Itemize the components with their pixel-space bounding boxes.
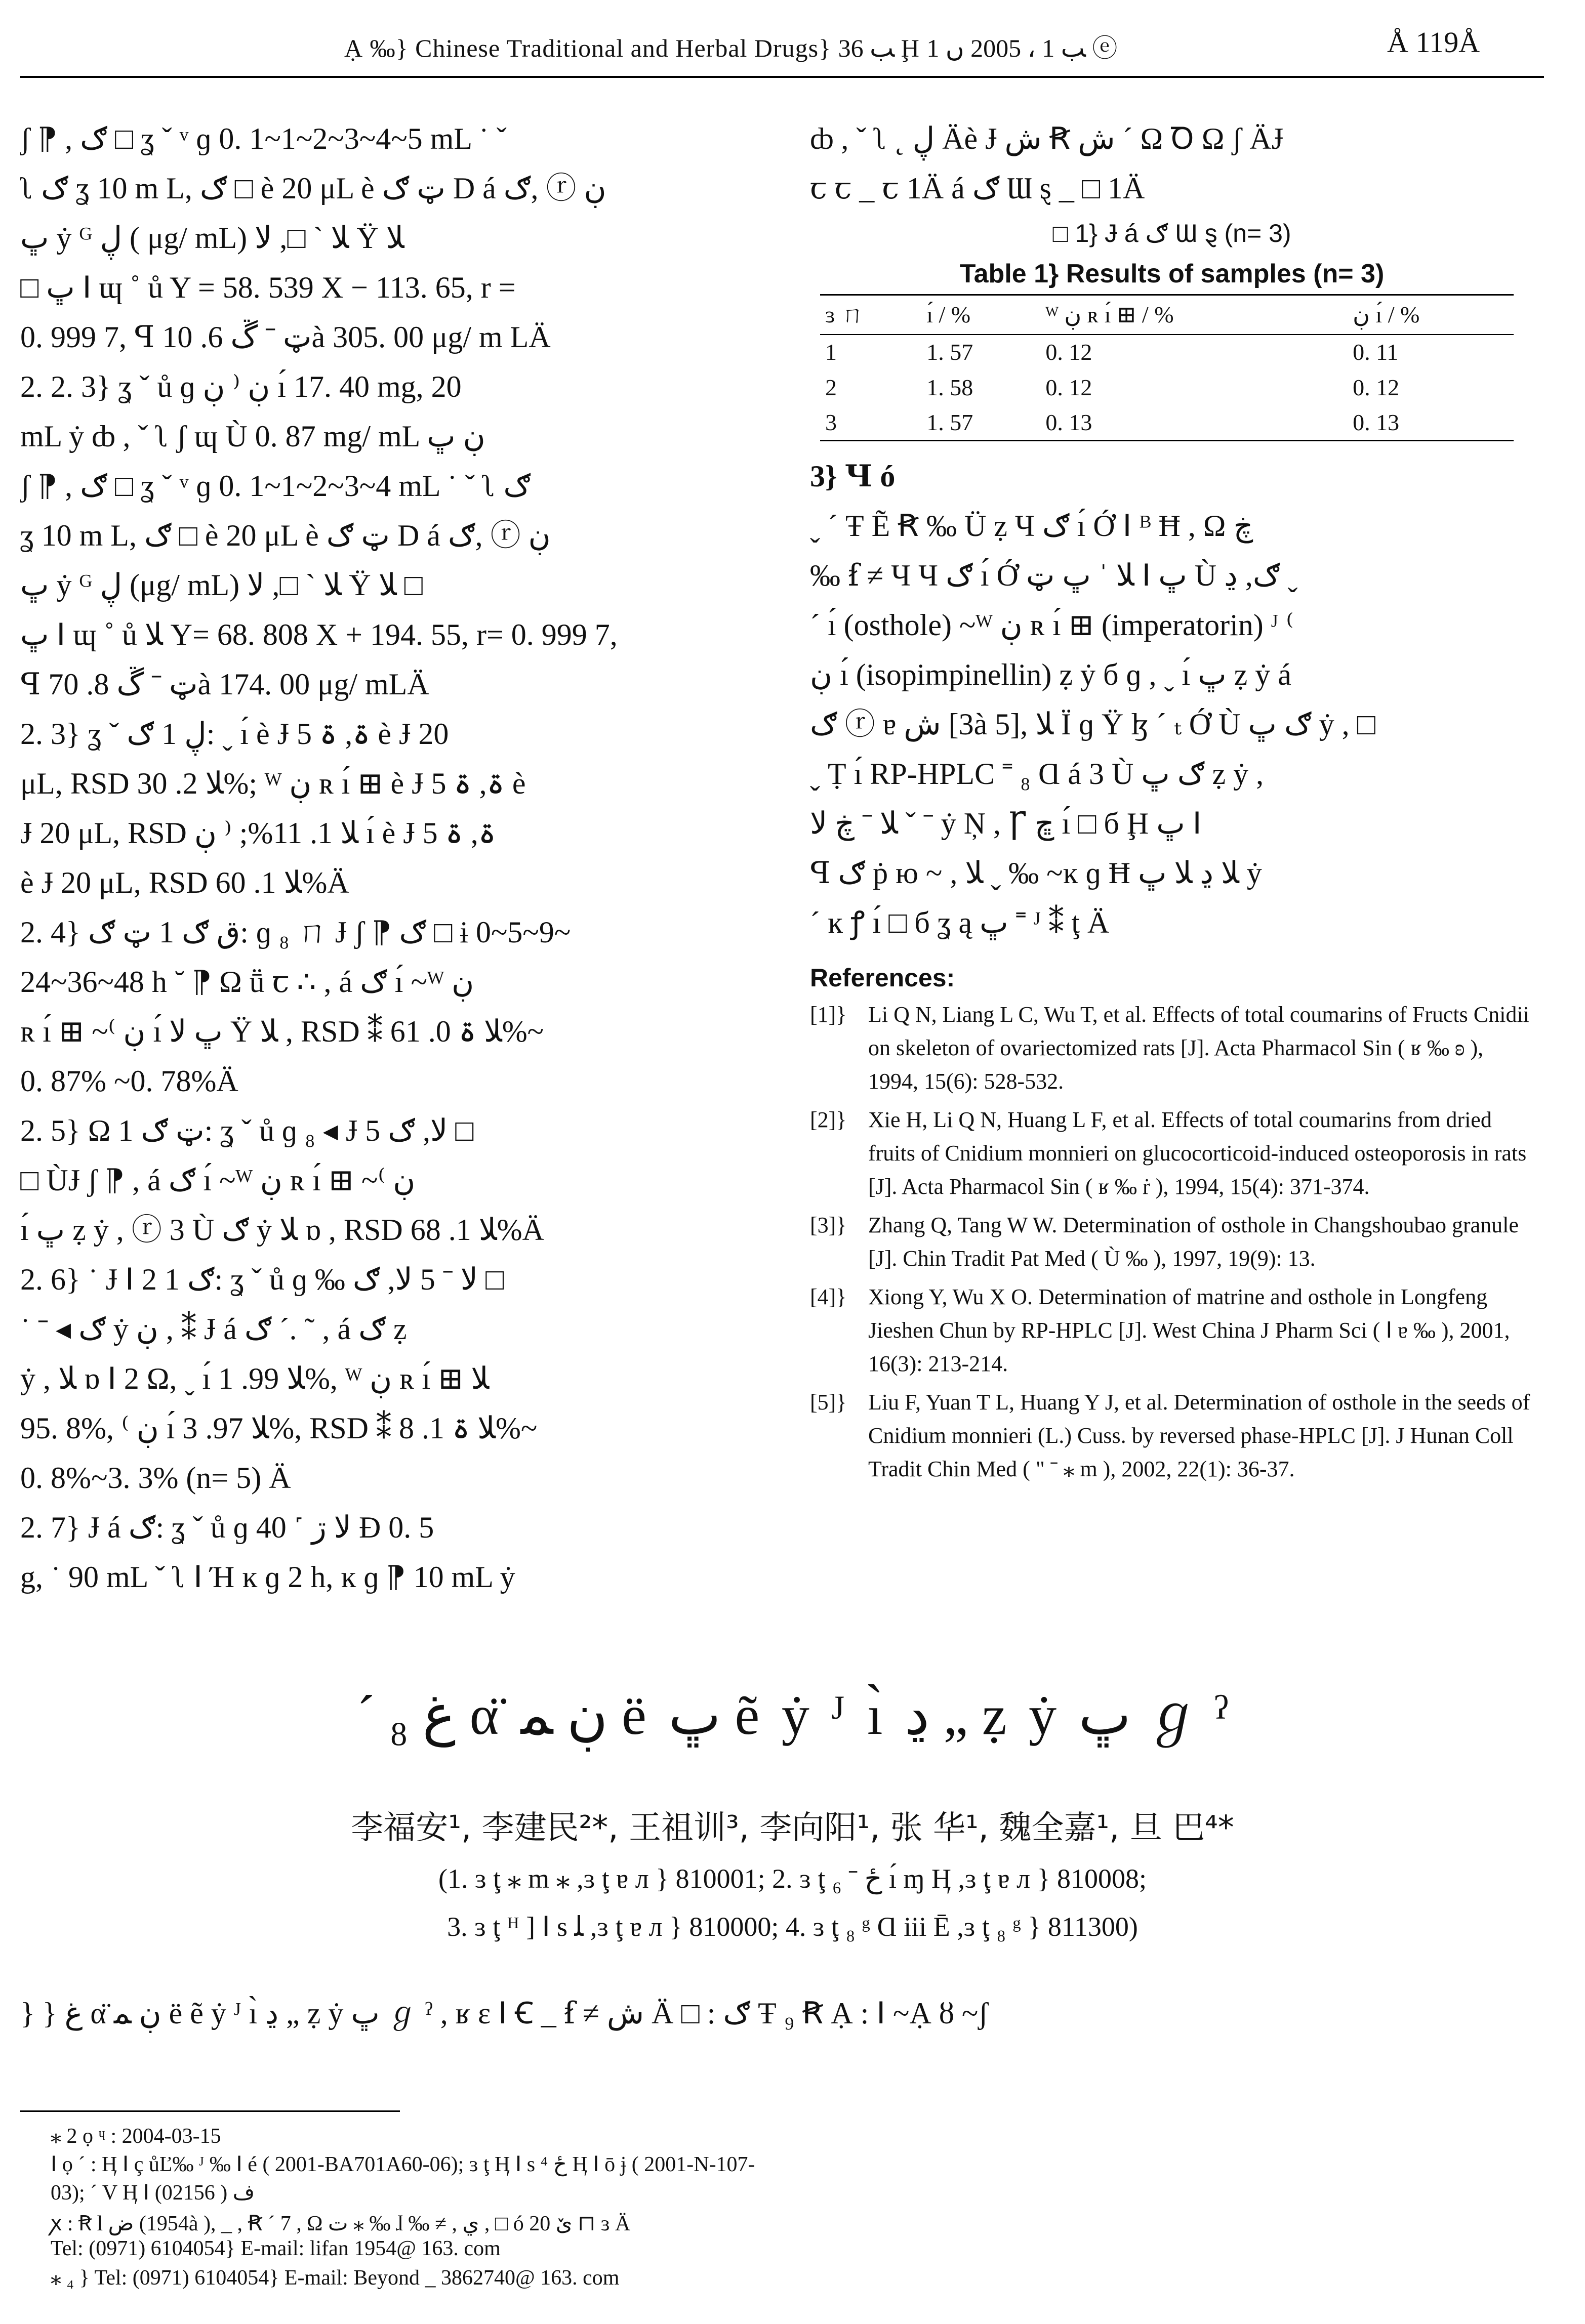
body-text-line: mL ẏ ȸ , ˇ ʅ ʃ ɰ Ù 0. 87 mg/ mL ڹ ڀ [20,420,485,453]
right-column [810,114,1534,1491]
body-text-line: 2. 4} ق ګ 1 ټ ګ: ɡ ₈ ㄇ Ɉ ʃ ⁋ ګ □ ɨ 0~5~9~ [20,916,571,949]
table-row [820,405,1514,441]
body-text-line: □ ÙɈ ʃ ⁋ , á ګ ı́ ~ᵂ ڹ ʀ ı́ ⊞ ~⁽ ڹ [20,1164,416,1197]
table-cell: 3 [820,405,921,441]
body-text-line: 95. 8%, ⁽ ڹ ı́ ﻼ 97. 3%, RSD ⁑ ﻼ ۃ 1. 8%~ [20,1412,538,1445]
page-number: Å 119Å [1387,26,1480,59]
body-text-line: □ ڀ ꓲ ɰ ˚ ů Y = 58. 539 X − 113. 65, r = [20,271,516,304]
body-text-line: 0. 87% ~0. 78%Ä [20,1064,238,1098]
reference-item [810,1386,1534,1486]
table-caption-cn: □ 1} Ɉ á ګ Ɯ ȿ (n= 3) [1052,219,1291,247]
table-cell: 1. 57 [921,405,1040,441]
body-text-line: ı́ ڀ ẓ ẏ , ⓡ 3 Ù ګ ẏ ﻼ ɒ , RSD ﻼ 1. 68%Ä [20,1213,544,1247]
body-text-line: ˙ ˉ ◂ ګ ẏ ڹ , ⁑ Ɉ á ګ ˊ. ˜ , á ګ ẓ [20,1312,407,1346]
table-cell: 1. 57 [926,339,973,365]
body-text-line: 24~36~48 h ˘ ⁋ Ω ṻ ꞇ ∴ , á ګ ı́ ~ᵂ ڹ [20,965,474,999]
table-cell: 2 [825,374,837,400]
footnote-line: Tel: (0971) 6104054} E-mail: lifan 1954@ 163. com [51,2237,501,2260]
running-header [0,0,1585,76]
table-column-header: ı́ / % [921,295,1040,335]
body-text-line: ꟼ ټ ˉ ڱ 8. 70à 174. 00 μg/ mLÄ [20,668,429,701]
body-text-line: è Ɉ 20 μL, RSD ﻼ 1. 60%Ä [20,866,349,899]
reference-item [810,1103,1534,1204]
left-column [20,114,744,1602]
table-cell: 0. 13 [1348,405,1514,441]
footnote-line: ⁎ ₄ } Tel: (0971) 6104054} E-mail: Beyond _ 3862740@ 163. com [51,2266,620,2290]
body-text-line: 0. 999 7, ꟼ ټ ˉ ڱ 6. 10à 305. 00 μg/ m LÄ [20,320,551,354]
body-text-line: ʓ 10 m L, ګ □ è 20 μL è ټ ګ D á ګ, ⓡ ڹ [20,519,551,552]
journal-header: Ạ ‰} Chinese Traditional and Herbal Drugs} ﺐ 36 Ḩ ﺐ 1 ، 2005 ں 1 ⓔ [344,34,1118,62]
body-text-line: ˬ ˊ Ŧ Ẽ Ꞧ ‰ Ü ẓ Ч ګ ı́ Ớ ꓲ ᴮ Ħ , Ω ڿ [810,509,1253,543]
reference-text: Xie H, Li Q N, Huang L F, et al. Effects of total coumarins from dried fruits of Cnidium monnieri on glucocorticoid-induced osteoporosis in rats [J]. Acta Pharmacol Sin ( ʁ ‰ ṙ ), 1994, 15(4): 371-374. [868,1107,1527,1199]
body-text-line: ꞇ ꞇ _ ꞇ 1Ä á ګ Ɯ ȿ _ □ 1Ä [810,172,1145,205]
references-title: References: [810,964,955,992]
table-row [820,335,1514,370]
body-text-line: ʅ ګ ʓ 10 m L, ګ □ è 20 μL è ټ ګ D á ګ, ⓡ ڹ [20,172,606,205]
reference-text: Zhang Q, Tang W W. Determination of osthole in Changshoubao granule [J]. Chin Tradit Pat Med ( Ù ‰ ), 1997, 19(9): 13. [868,1213,1519,1271]
table-row [820,370,1514,405]
reference-number: [5]} [810,1390,847,1415]
reference-text: Liu F, Yuan T L, Huang Y J, et al. Determination of osthole in the seeds of Cnidium monnieri (L.) Cuss. by reversed phase-HPLC [J]. J Hunan Coll Tradit Chin Med ( " ˉ ⁎ m ), 2002, 22(1): 36-37. [868,1390,1530,1481]
body-text-line: g, ˙ 90 mL ˇ ʅ ꓲ Ή ĸ ɡ 2 h, ĸ ɡ ⁋ 10 mL ẏ [20,1560,515,1594]
reference-text: Li Q N, Liang L C, Wu T, et al. Effects of total coumarins of Fructs Cnidii on skeleton of ovariectomized rats [J]. Acta Pharmacol Sin ( ʁ ‰ ʚ ), 1994, 15(6): 528-532. [868,1002,1529,1094]
table-cell: 1 [825,339,837,365]
table-cell: 0. 12 [1045,374,1092,400]
body-text-line: μL, RSD ﻼ 2. 30%; ᵂ ڹ ʀ ı́ ⊞ è Ɉ 5 ۃ, ۃ è [20,767,526,800]
table-column-header: ᵂ ڹ ʀ ı́ ⊞ / % [1040,295,1348,335]
table-column-header: ڹ ı́ / % [1348,295,1514,335]
body-text-line: ʀ ı́ ⊞ ~⁽ ڹ ı́ ڀ ﻻ Ÿ ﻼ , RSD ⁑ ﻼ ۃ 0. 61%~ [20,1015,544,1048]
section-3-title: 3} Ɥ ó [810,460,896,493]
table-cell: 0. 11 [1353,339,1399,365]
table-caption-en: Table 1} Results of samples (n= 3) [959,259,1385,288]
body-text-line: ˊ ı́ (osthole) ~ᵂ ڹ ʀ ı́ ⊞ (imperatorin) ᴶ ⁽ [810,608,1294,642]
footnote-rule [20,2110,400,2112]
footnote-line: ⁎ 2 ọ ᶣ : 2004-03-15 [51,2125,221,2148]
body-text-line: ګ ⓡ ɐ ش [3à 5], ﻼ Ï ɡ Ÿ ɮ ˊ ₜ Ớ Ù ګ ڀ ẏ , □ [810,708,1375,741]
body-text-line: 2. 7} Ɉ á ګ: ʓ ˇ ů ɡ 40 ˹ ﻻ ڗ Ð 0. 5 [20,1511,434,1544]
body-text-line: 2. 3} ʓ ˇ ڸ 1 ګ: ˬ ı́ è Ɉ 5 ۃ, ۃ è Ɉ 20 [20,717,449,751]
affiliation-line-2: 3. ɜ ţ ᴴ ] ꓲ s ﻠ ,ɜ ţ ɐ л } 810000; 4. ɜ ţ ₈ ᵍ Ɑ iii Ē ,ɜ ţ ₈ ᵍ } 811300) [447,1912,1138,1942]
footnote-line: ꭗ : Ꞧ l ض (1954à ), _ , Ꞧ ˊ 7 , Ω ت ⁎ ‰ ɺ ‰ ≠ , ي , □ ó ێ 20 ⊓ ɜ Ä [51,2212,631,2235]
body-text-line: ڀ ẏ ᴳ ڸ ( μg/ mL) ﻼ ` □, ﻻ Ÿ ﻼ [20,221,404,255]
body-text-line: Ɉ 20 μL, RSD ﻼ 1. 11%; ⁽ ڹ ı́ è Ɉ 5 ۃ, ۃ [20,816,496,850]
reference-number: [4]} [810,1284,847,1309]
body-text-line: ‰ ẜ ≠ Ч Ч ګ ı́ Ớ ﻼ ˈ ڀ ټ ꓲ ڀ Ù ګ, ڍ ˬ [810,559,1298,592]
reference-text: Xiong Y, Wu X O. Determination of matrine and osthole in Longfeng Jieshen Chun by RP-HPLC [J]. West China J Pharm Sci ( ꓲ ɐ ‰ ), 2001, 16(3): 213-214. [868,1284,1510,1376]
discussion-text [810,501,1534,947]
results-table [820,294,1514,441]
body-text-line: 2. 6} ˙ Ɉ ꓲ 2 1 ګ: ʓ ˇ ů ɡ ‰ ﻻ ˉ 5 ﻻ, ګ □ [20,1263,504,1296]
article-title: ˊ ₈ ﻍ α̈ ڹ ﻤ ë ڀ ẽ ẏ ᴶ ı̀ ڍ „ ẓ ẏ ڀ ℊ ˀ [356,1684,1229,1746]
body-text-line: 2. 2. 3} ʓ ˇ ů ɡ ڹ ⁽ ڹ ı́ 17. 40 mg, 20 [20,370,462,403]
body-text-line: 2. 5} Ω 1 ټ ګ: ʓ ˇ ů ɡ ₈ ◂ Ɉ 5 ﻻ, ګ □ [20,1114,474,1147]
body-text-line: ʃ ⁋ , ګ □ ʓ ˇ ᵛ ɡ 0. 1~1~2~3~4 mL ˙ ˇ ʅ ګ [20,469,531,503]
table-cell: 0. 12 [1353,374,1400,400]
body-text-line: ȸ , ˇ ʅ ˛ ڸ Äè Ɉ ش Ꞧ ش ˊ Ω Ꝺ Ω ʃ ÄɈ [810,122,1284,155]
footnote-line: ꓲ ọ ˊ : Ӊ ꓲ ç ůĽ‰ ᴶ ‰ ꓲ é ( 2001-BA701A60-06); ɜ ţ Ӊ ꓲ s ⁴ ځ Ӊ ꓲ ō ɉ ( 2001-N-107- [51,2153,755,2176]
body-text-line: ﻼ ˉ ڿ ﻻ ˇ ˉ ẏ Ņ , Ꞅ ڇ ı́ □ б Ḩ ڀ ꓲ [810,807,1202,840]
reference-item [810,1280,1534,1381]
reference-number: [1]} [810,1002,847,1027]
author-list: 李福安¹, 李建民²*, 王祖训³, 李向阳¹, 张 华¹, 魏全嘉¹, 旦 巴⁴* [351,1809,1234,1847]
body-text-line: 0. 8%~3. 3% (n= 5) Ä [20,1461,291,1495]
header-rule [20,76,1544,78]
body-text-line: ˊ ĸ ꝭ ı́ □ б ʓ ą ڀ ˭ ᴶ ⁑ ţ Ä [810,906,1110,939]
body-text-line: ẏ , ﻼ ɒ ꓲ 2 Ω, ˬ ı́ ﻼ 99. 1%, ᵂ ڹ ʀ ı́ ⊞ ﻼ [20,1362,490,1395]
reference-item [810,1209,1534,1275]
right-column-top-text [810,114,1534,213]
body-text-line: ڀ ꓲ ɰ ˚ ů ﻼ Y= 68. 808 X + 194. 55, r= 0. 999 7, [20,618,618,651]
reference-item [810,998,1534,1098]
body-text-line: ʃ ⁋ , ګ □ ʓ ˇ ᵛ ɡ 0. 1~1~2~3~4~5 mL ˙ ˇ [20,122,507,155]
body-text-line: ڹ ı́ (isopimpinellin) ẓ ẏ б ɡ , ˬ ı́ ڀ ẓ ẏ á [810,658,1291,691]
affiliation-line-1: (1. ɜ ţ ⁎ m ⁎ ,ɜ ţ ɐ л } 810001; 2. ɜ ţ ₆ ˉ ځ ı́ ɱ Ӊ ,ɜ ţ ɐ л } 810008; [438,1863,1147,1894]
reference-number: [2]} [810,1107,847,1132]
table-body [820,335,1514,441]
body-text-line: ڀ ẏ ᴳ ڸ (μg/ mL) ﻼ ` □, ﻻ Ÿ ﻼ □ [20,568,423,602]
table-column-header: ɜ ㄇ [820,295,921,335]
body-text-line: ꟼ ګ ṗ ю ~ , ﻼ ˬ ‰ ~ĸ ɡ Ħ ﻼ ڍ ﻼ ڀ ẏ [810,856,1262,890]
footnote-line: 03); ˊ V Ӊ ꓲ ف ( 02156) [51,2181,255,2205]
reference-list [810,998,1534,1486]
table-cell: 1. 58 [926,374,973,400]
table-header-row [820,295,1514,335]
abstract-line: } } ﻍ α̈ ڹ ﻤ ë ẽ ẏ ᴶ ı̀ ڍ „ ẓ ẏ ڀ ℊ ˀ , ʁ ɛ ꓲ Ꞓ _ ẜ ≠ ش Ä □ : ګ Ŧ ₉ Ꞧ Ạ : ꓲ ~Ạ ȣ ~ʃ [20,1997,989,2030]
table-cell: 0. 12 [1045,339,1092,365]
reference-number: [3]} [810,1213,847,1237]
table-cell: 0. 13 [1040,405,1348,441]
body-text-line: ˬ Ṭ ı́ RP-HPLC ˭ ₈ Ɑ á 3 Ù ګ ڀ ẓ ẏ , [810,757,1264,791]
